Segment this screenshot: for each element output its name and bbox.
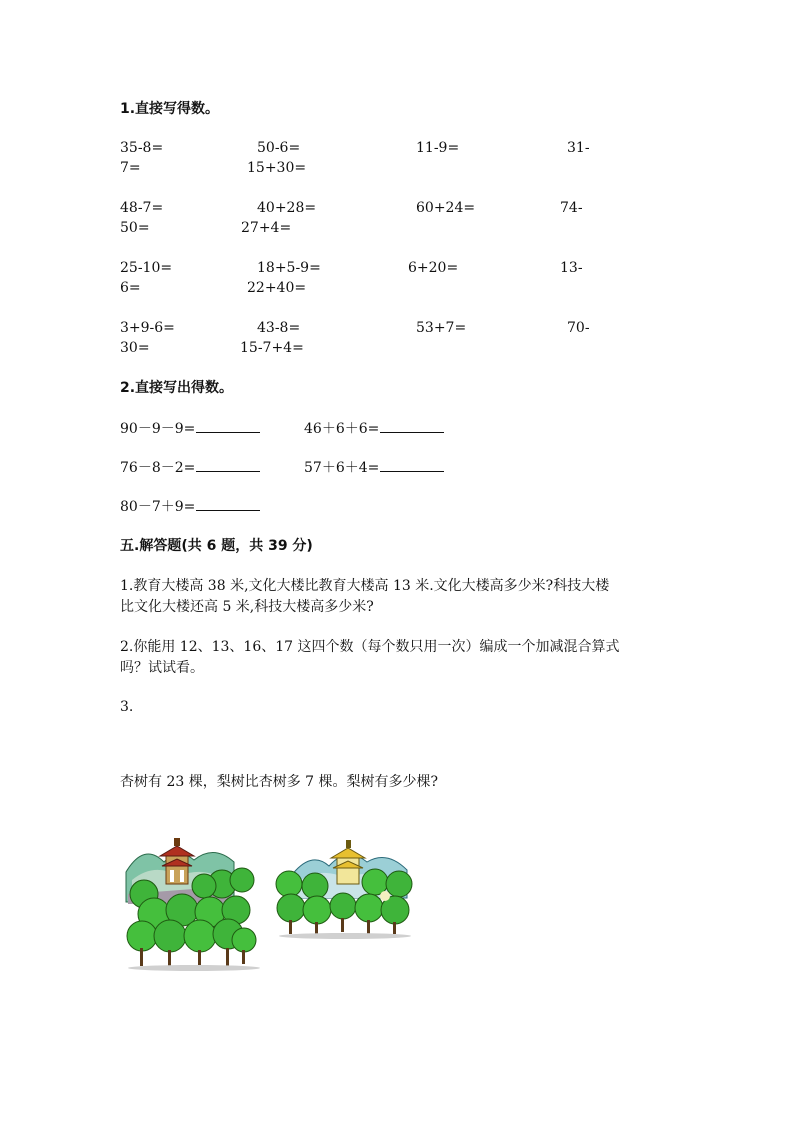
problem: 22+40= xyxy=(247,280,307,296)
problem: 40+28= xyxy=(257,200,317,216)
problem: 3+9-6= xyxy=(120,320,175,336)
question-3-text: 杏树有 23 棵，梨树比杏树多 7 棵。梨树有多少棵? xyxy=(120,774,439,790)
pear-trees-illustration xyxy=(271,836,417,940)
problem: 11-9= xyxy=(416,140,460,156)
question-3-label: 3. xyxy=(120,699,134,715)
problem: 35-8= xyxy=(120,140,164,156)
problem: 30= xyxy=(120,340,150,356)
problem-with-blank: 76－8－2= xyxy=(120,458,260,477)
section2-title: 2.直接写出得数。 xyxy=(120,380,234,396)
answer-blank[interactable] xyxy=(380,458,444,472)
problem: 31- xyxy=(567,140,590,156)
problem: 18+5-9= xyxy=(257,260,321,276)
problem: 13- xyxy=(560,260,583,276)
problem: 6+20= xyxy=(408,260,459,276)
problem-with-blank: 80－7＋9= xyxy=(120,497,260,516)
problem: 74- xyxy=(560,200,583,216)
answer-blank[interactable] xyxy=(380,419,444,433)
problem: 25-10= xyxy=(120,260,173,276)
question-2-line2: 吗？试试看。 xyxy=(120,660,204,676)
problem: 15-7+4= xyxy=(240,340,304,356)
problem: 48-7= xyxy=(120,200,164,216)
problem: 7= xyxy=(120,160,141,176)
problem-with-blank: 90－9－9= xyxy=(120,419,260,438)
problem-with-blank: 46＋6＋6= xyxy=(304,419,444,438)
section5-title: 五.解答题(共 6 题，共 39 分) xyxy=(120,538,313,554)
problem: 60+24= xyxy=(416,200,476,216)
problem: 43-8= xyxy=(257,320,301,336)
question-2-line1: 2.你能用 12、13、16、17 这四个数（每个数只用一次）编成一个加减混合算式 xyxy=(120,639,620,655)
problem: 15+30= xyxy=(247,160,307,176)
problem-with-blank: 57＋6＋4= xyxy=(304,458,444,477)
problem: 50= xyxy=(120,220,150,236)
problem: 70- xyxy=(567,320,590,336)
problem: 53+7= xyxy=(416,320,467,336)
answer-blank[interactable] xyxy=(196,458,260,472)
question-1-line1: 1.教育大楼高 38 米,文化大楼比教育大楼高 13 米.文化大楼高多少米?科技大楼 xyxy=(120,578,610,594)
answer-blank[interactable] xyxy=(196,419,260,433)
apricot-trees-illustration xyxy=(124,832,264,972)
problem: 6= xyxy=(120,280,141,296)
problem: 50-6= xyxy=(257,140,301,156)
question-1-line2: 比文化大楼还高 5 米,科技大楼高多少米? xyxy=(120,599,374,615)
section1-title: 1.直接写得数。 xyxy=(120,101,220,117)
answer-blank[interactable] xyxy=(196,497,260,511)
problem: 27+4= xyxy=(241,220,292,236)
